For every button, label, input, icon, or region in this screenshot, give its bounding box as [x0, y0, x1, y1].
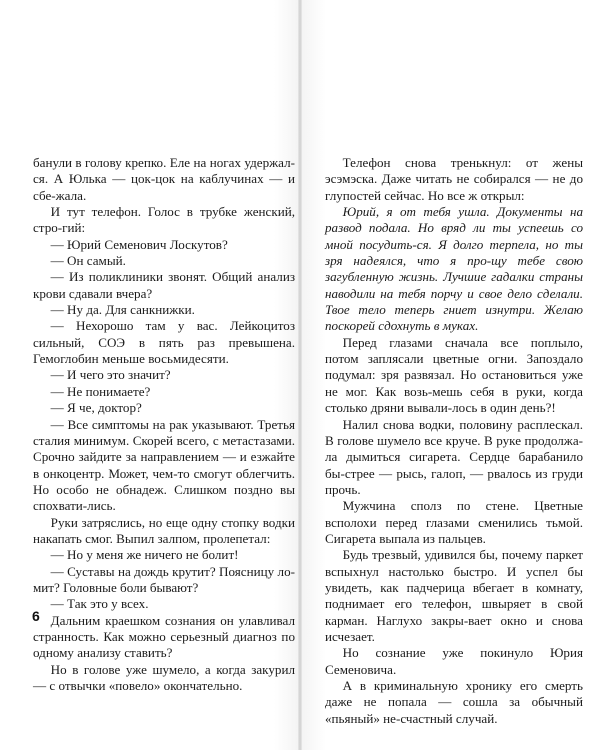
dialogue-line: — Юрий Семенович Лоскутов? [50, 236, 228, 252]
paragraph: Но в голове уже шумело, а когда закурил — с отвычки «повело» окончательно. [33, 661, 295, 693]
dialogue-line: — Он самый. [50, 253, 126, 269]
paragraph: Но сознание уже покинуло Юрия Семеновича. [325, 645, 583, 677]
dialogue-line: — Суставы на дождь крутит? Поясницу ло-мит? Головные боли бывают? [33, 563, 295, 595]
paragraph: Мужчина сполз по стене. Цветные всполохи перед глазами сменились тьмой. Сигарета выпала из пальцев. [325, 498, 583, 546]
dialogue-line: — Так это у всех. [50, 596, 149, 612]
left-page-text-column [33, 155, 295, 694]
paragraph: Дальним краешком сознания он улавливал странность. Как можно серьезный диагноз по одному анализу ставить? [33, 612, 295, 661]
paragraph: банули в голову крепко. Еле на ногах удержал-ся. А Юлька — цок-цок на каблучинах — и сбе-жала. [33, 155, 295, 203]
dialogue-line: — Я че, доктор? [50, 400, 142, 416]
dialogue-line: — Но у меня же ничего не болит! [50, 547, 239, 563]
dialogue-line: — И чего это значит? [50, 367, 171, 383]
paragraph: Налил снова водки, половину расплескал. В голове шумело все круче. В руке продолжа-ла дымиться сигарета. Сердце барабанило бы-стрее — рысь, галоп, — рвалось из груди прочь. [325, 416, 583, 497]
right-page-text-column [325, 155, 583, 727]
page-number: 6 [32, 608, 40, 624]
paragraph: И тут телефон. Голос в трубке женский, стро-гий: [33, 204, 295, 236]
dialogue-line: — Нехорошо там у вас. Лейкоцитоз сильный, СОЭ в пять раз превышена. Гемоглобин меньше восьмидесяти. [33, 318, 295, 367]
paragraph: Перед глазами сначала все поплыло, потом заплясали цветные огни. Запоздало подумал: зря развязал. Но остановиться уже не мог. Как возь-мешь себя в руки, когда столько дряни вывали-лось в один день?! [325, 334, 583, 416]
dialogue-line: — Из поликлиники звонят. Общий анализ крови сдавали вчера? [33, 269, 295, 301]
paragraph: Руки затряслись, но еще одну стопку водки накапать смог. Выпил залпом, пролепетал: [33, 514, 295, 546]
paragraph: А в криминальную хронику его смерть даже не попала — сошла за обычный «пьяный» не-счастный случай. [325, 678, 583, 726]
dialogue-line: — Не понимаете? [50, 383, 151, 399]
sms-message: Юрий, я от тебя ушла. Документы на развод подала. Но вряд ли ты успеешь со мной посудить-ся. Я долго терпела, но ты зря надеялся, что я про-щу тебе свою загубленную жизнь. Лучшие гадалки страны наводили на тебя порчу и свое дело сделали. Твое тело теперь гниет изнутри. Желаю поскорей сдохнуть в муках. [325, 204, 583, 334]
dialogue-line: — Ну да. Для санкнижки. [50, 302, 195, 318]
dialogue-line: — Все симптомы на рак указывают. Третья сталия минимум. Скорей всего, с метастазами. Срочно зайдите за направлением — и езжайте в онкоцентр. Может, чем-то смогут облегчить. Но особо не обнадеж. Слишком поздно вы спохвати-лись. [33, 416, 295, 514]
paragraph: Телефон снова тренькнул: от жены эсэмэска. Даже читать не собирался — не до глупостей сейчас. Но все ж открыл: [325, 155, 583, 203]
paragraph: Будь трезвый, удивился бы, почему паркет вспыхнул настолько быстро. И успел бы увидеть, как падчерица вбегает в комнату, поднимает его телефон, швыряет в свой карман. Наглухо закры-вает окно и снова исчезает. [325, 547, 583, 644]
